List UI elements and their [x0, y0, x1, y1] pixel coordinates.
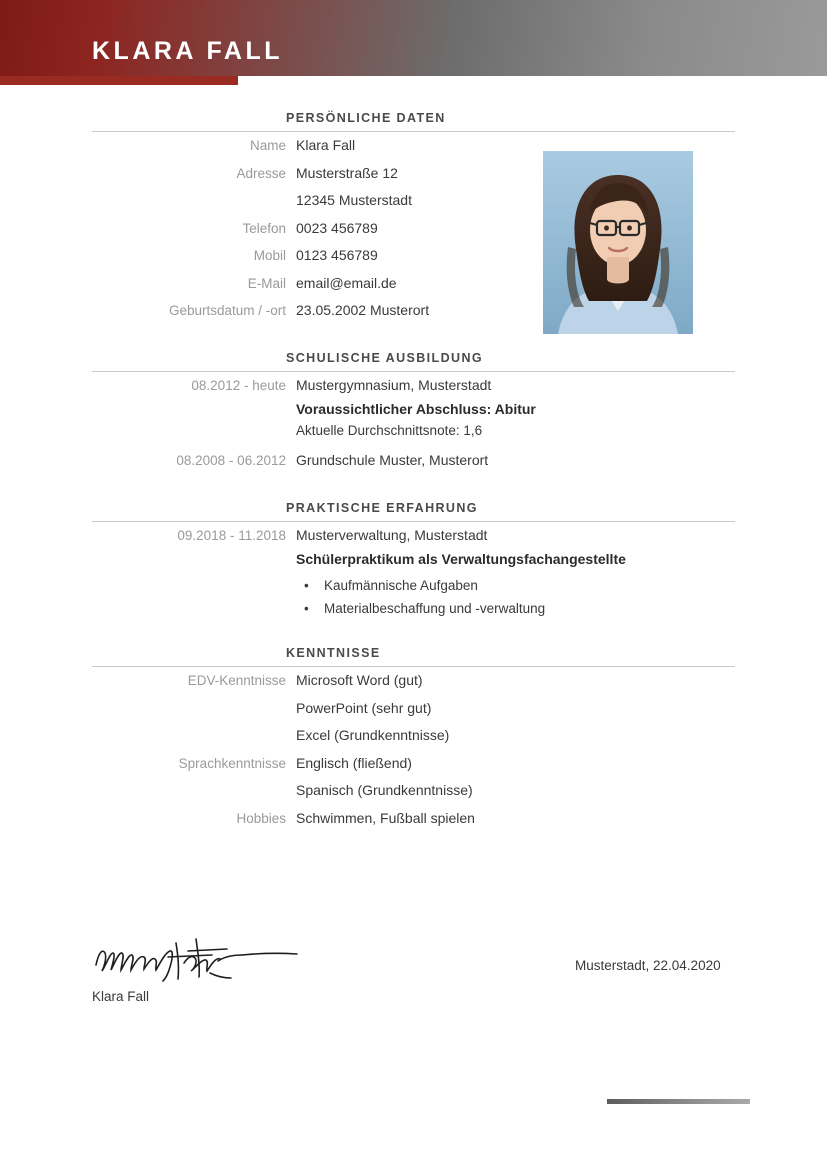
header-accent-bar-light — [238, 76, 827, 79]
signature-name: Klara Fall — [92, 989, 150, 1004]
field-label: Telefon — [242, 220, 286, 236]
field-label: Sprachkenntnisse — [178, 755, 286, 771]
section-education — [0, 325, 827, 475]
field-value: 0023 456789 — [296, 219, 378, 236]
field-value: Schwimmen, Fußball spielen — [296, 809, 475, 826]
field-value: 0123 456789 — [296, 247, 378, 263]
table-row — [0, 132, 827, 160]
section-title-skills: KENNTNISSE — [286, 646, 381, 660]
table-row — [0, 297, 827, 325]
section-title-personal: PERSÖNLICHE DATEN — [286, 111, 446, 125]
entry-detail: Aktuelle Durchschnittsnote: 1,6 — [296, 423, 483, 438]
table-row — [0, 722, 827, 750]
field-value: Klara Fall — [296, 137, 356, 153]
signature-block — [92, 935, 392, 1004]
table-row — [0, 372, 827, 442]
entry-bullet-list — [296, 574, 827, 620]
field-value: 12345 Musterstadt — [296, 192, 412, 208]
field-value: Excel (Grundkenntnisse) — [296, 727, 450, 743]
document-header — [0, 0, 827, 76]
header-accent-bar — [0, 76, 238, 85]
field-label: Name — [249, 138, 286, 153]
section-title-experience: PRAKTISCHE ERFAHRUNG — [286, 500, 478, 515]
table-row — [0, 242, 827, 270]
table-row — [0, 667, 827, 695]
entry-period: 09.2018 - 11.2018 — [177, 527, 286, 543]
table-row — [0, 805, 827, 833]
field-value: Microsoft Word (gut) — [296, 672, 423, 688]
table-row — [0, 695, 827, 723]
page-title: KLARA FALL — [92, 37, 283, 65]
avatar — [543, 151, 693, 334]
table-row — [0, 160, 827, 188]
footer-accent-bar — [607, 1099, 750, 1104]
field-label: Hobbies — [236, 810, 286, 826]
list-item: • Materialbeschaffung und -verwaltung — [296, 597, 827, 620]
signature-icon — [92, 935, 322, 987]
field-value: Spanisch (Grundkenntnisse) — [296, 782, 473, 798]
table-row — [0, 522, 827, 621]
entry-institution: Grundschule Muster, Musterort — [296, 452, 489, 468]
field-label: E-Mail — [247, 275, 286, 291]
field-value: 23.05.2002 Musterort — [296, 302, 430, 318]
field-label: Mobil — [253, 248, 286, 263]
field-label: Adresse — [236, 165, 286, 181]
entry-institution: Musterverwaltung, Musterstadt — [296, 526, 488, 543]
section-title-education: SCHULISCHE AUSBILDUNG — [286, 350, 483, 365]
place-and-date: Musterstadt, 22.04.2020 — [575, 958, 721, 973]
section-skills — [0, 620, 827, 832]
entry-institution: Mustergymnasium, Musterstadt — [296, 376, 492, 393]
table-row — [0, 750, 827, 778]
entry-highlight: Voraussichtlicher Abschluss: Abitur — [296, 401, 536, 417]
section-personal-data — [0, 85, 827, 325]
field-label: Geburtsdatum / -ort — [168, 303, 286, 318]
entry-period: 08.2008 - 06.2012 — [176, 453, 286, 468]
document-body — [0, 85, 827, 832]
table-row — [0, 447, 827, 475]
table-row — [0, 187, 827, 215]
section-experience — [0, 475, 827, 621]
field-label: EDV-Kenntnisse — [187, 673, 286, 688]
field-value: Musterstraße 12 — [296, 164, 398, 181]
table-row — [0, 215, 827, 243]
table-row — [0, 777, 827, 805]
entry-period: 08.2012 - heute — [191, 377, 286, 393]
entry-highlight: Schülerpraktikum als Verwaltungsfachangestellte — [296, 551, 626, 567]
field-value: Englisch (fließend) — [296, 754, 412, 771]
field-value: PowerPoint (sehr gut) — [296, 699, 432, 716]
table-row — [0, 270, 827, 298]
list-item: • Kaufmännische Aufgaben — [296, 574, 827, 597]
field-value: email@email.de — [296, 274, 397, 291]
